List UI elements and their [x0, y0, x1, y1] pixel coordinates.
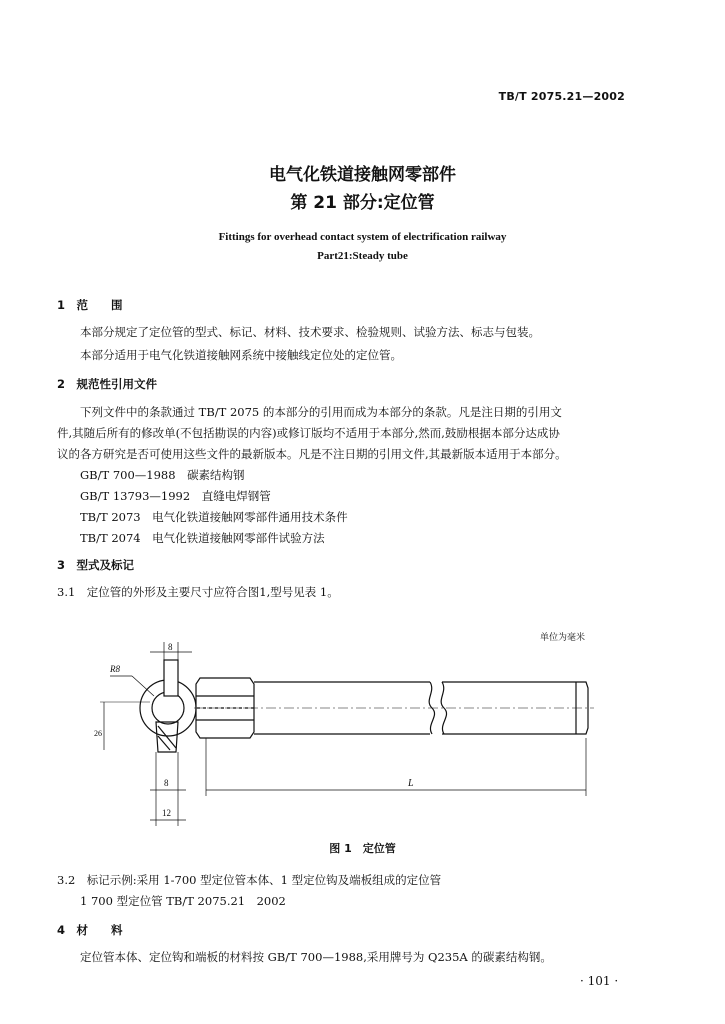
dim-label-bottom-b: 12: [162, 808, 171, 818]
section-2-paragraph-line-2: 件,其随后所有的修改单(不包括勘误的内容)或修订版均不适用于本部分,然而,鼓励根据本部分达成协: [57, 426, 560, 440]
title-line-2: 第 21 部分:定位管: [290, 193, 435, 213]
reference-name: 直缝电焊钢管: [201, 489, 271, 503]
dim-label-length: L: [408, 778, 414, 789]
dim-label-top-width: 8: [168, 642, 173, 652]
section-1-paragraph-1: 本部分规定了定位管的型式、标记、材料、技术要求、检验规则、试验方法、标志与包装。: [80, 325, 540, 339]
reference-code: GB/T 700—1988: [80, 468, 176, 482]
hook-inner-circle: [152, 692, 184, 724]
reference-item: [80, 488, 271, 504]
section-2-heading: 2 规范性引用文件: [57, 377, 158, 391]
section-2-paragraph-line-3: 议的各方研究是否可使用这些文件的最新版本。凡是不注日期的引用文件,其最新版本适用于本部分。: [57, 447, 567, 461]
section-3-1-text: 3.1 定位管的外形及主要尺寸应符合图1,型号见表 1。: [57, 585, 339, 599]
section-4-paragraph: 定位管本体、定位钩和端板的材料按 GB/T 700—1988,采用牌号为 Q235A 的碳素结构钢。: [80, 950, 552, 964]
reference-item: [80, 530, 325, 546]
reference-name: 碳素结构钢: [187, 468, 245, 482]
reference-code: GB/T 13793—1992: [80, 489, 191, 503]
english-title-line-1: Fittings for overhead contact system of electrification railway: [218, 231, 507, 243]
reference-item: [80, 509, 348, 525]
unit-note: 单位为毫米: [540, 633, 586, 643]
section-4-heading: 4 材 料: [57, 923, 123, 937]
reference-item: [80, 467, 245, 483]
section-1-heading: 1 范 围: [57, 298, 123, 312]
figure-caption: 图 1 定位管: [329, 842, 396, 855]
page-number: · 101 ·: [580, 974, 619, 988]
dim-label-radius: R8: [110, 664, 120, 674]
title-line-1: 电气化铁道接触网零部件: [269, 165, 456, 185]
standard-code: TB/T 2075.21—2002: [498, 90, 625, 103]
reference-name: 电气化铁道接触网零部件试验方法: [152, 531, 325, 545]
section-3-heading: 3 型式及标记: [57, 558, 135, 572]
section-3-2-text: 3.2 标记示例:采用 1-700 型定位管本体、1 型定位钩及端板组成的定位管: [57, 873, 442, 887]
steady-tube-drawing: [90, 640, 610, 840]
section-2-paragraph-line-1: 下列文件中的条款通过 TB/T 2075 的本部分的引用而成为本部分的条款。凡是注日期的引用文: [80, 405, 562, 419]
reference-code: TB/T 2074: [80, 531, 141, 545]
hatch-line: [158, 726, 176, 748]
section-1-paragraph-2: 本部分适用于电气化铁道接触网系统中接触线定位处的定位管。: [80, 348, 402, 362]
english-title-line-2: Part21:Steady tube: [317, 250, 408, 262]
reference-name: 电气化铁道接触网零部件通用技术条件: [152, 510, 348, 524]
reference-code: TB/T 2073: [80, 510, 141, 524]
hook-slot: [164, 660, 178, 696]
dim-label-left-height: 26: [94, 729, 102, 738]
marking-example: 1 700 型定位管 TB/T 2075.21 2002: [80, 894, 286, 908]
dim-label-bottom-a: 8: [164, 778, 169, 788]
